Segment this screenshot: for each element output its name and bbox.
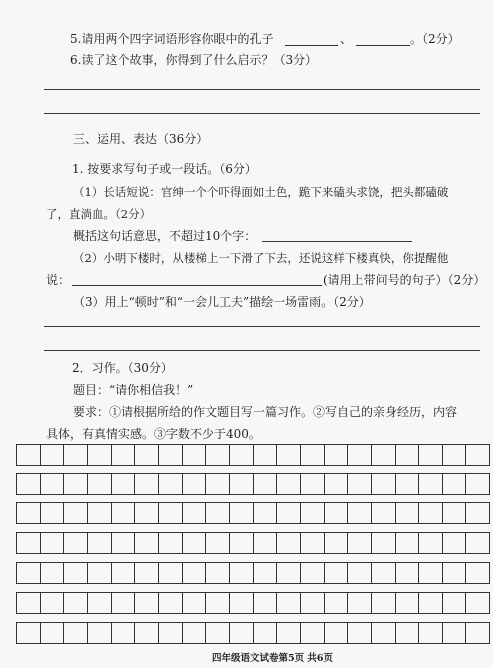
grid-cell[interactable] — [112, 474, 136, 494]
grid-cell[interactable] — [17, 474, 41, 494]
grid-cell[interactable] — [277, 623, 301, 643]
grid-cell[interactable] — [135, 593, 159, 613]
writing-grid-row[interactable] — [16, 592, 490, 614]
grid-cell[interactable] — [41, 474, 65, 494]
grid-cell[interactable] — [88, 445, 112, 465]
grid-cell[interactable] — [17, 623, 41, 643]
grid-cell[interactable] — [466, 503, 490, 523]
grid-cell[interactable] — [348, 445, 372, 465]
q5-blank-1[interactable] — [285, 45, 338, 46]
grid-cell[interactable] — [372, 474, 396, 494]
grid-cell[interactable] — [301, 474, 325, 494]
grid-cell[interactable] — [277, 533, 301, 553]
writing-grid-row[interactable] — [16, 473, 490, 495]
grid-cell[interactable] — [183, 623, 207, 643]
grid-cell[interactable] — [88, 533, 112, 553]
grid-cell[interactable] — [277, 503, 301, 523]
grid-cell[interactable] — [396, 593, 420, 613]
grid-cell[interactable] — [348, 593, 372, 613]
grid-cell[interactable] — [372, 623, 396, 643]
grid-cell[interactable] — [301, 623, 325, 643]
grid-cell[interactable] — [88, 503, 112, 523]
grid-cell[interactable] — [230, 623, 254, 643]
grid-cell[interactable] — [325, 623, 349, 643]
grid-cell[interactable] — [301, 593, 325, 613]
grid-cell[interactable] — [396, 503, 420, 523]
grid-cell[interactable] — [466, 445, 490, 465]
grid-cell[interactable] — [419, 563, 443, 583]
grid-cell[interactable] — [466, 623, 490, 643]
grid-cell[interactable] — [443, 445, 467, 465]
grid-cell[interactable] — [88, 623, 112, 643]
grid-cell[interactable] — [64, 474, 88, 494]
grid-cell[interactable] — [396, 623, 420, 643]
item3-answer-line-2[interactable] — [44, 350, 480, 351]
writing-grid-row[interactable] — [16, 562, 490, 584]
grid-cell[interactable] — [348, 474, 372, 494]
grid-cell[interactable] — [135, 533, 159, 553]
part2-title: 2．习作。（30分） — [72, 361, 173, 375]
q6-text: 6.读了这个故事，你得到了什么启示？（3分） — [70, 53, 318, 67]
grid-cell[interactable] — [466, 563, 490, 583]
grid-cell[interactable] — [183, 474, 207, 494]
q5-end: 。（2分） — [410, 32, 460, 46]
grid-cell[interactable] — [159, 445, 183, 465]
grid-cell[interactable] — [41, 445, 65, 465]
grid-cell[interactable] — [135, 503, 159, 523]
grid-cell[interactable] — [183, 445, 207, 465]
q5-blank-2[interactable] — [356, 45, 410, 46]
page-footer: 四年级语文试卷第5页 共6页 — [212, 653, 334, 664]
grid-cell[interactable] — [443, 533, 467, 553]
grid-cell[interactable] — [372, 533, 396, 553]
grid-cell[interactable] — [112, 593, 136, 613]
grid-cell[interactable] — [17, 445, 41, 465]
grid-cell[interactable] — [41, 533, 65, 553]
item1-line1: （1）长话短说：官绅一个个吓得面如土色，跪下来磕头求饶，把头都磕破 — [73, 185, 449, 199]
grid-cell[interactable] — [348, 503, 372, 523]
grid-cell[interactable] — [64, 593, 88, 613]
grid-cell[interactable] — [159, 563, 183, 583]
requirements-line1: 要求：①请根据所给的作文题目写一篇习作。②写自己的亲身经历，内容 — [73, 405, 458, 419]
grid-cell[interactable] — [112, 533, 136, 553]
grid-cell[interactable] — [64, 623, 88, 643]
q5-separator: 、 — [340, 32, 353, 46]
grid-cell[interactable] — [17, 533, 41, 553]
grid-cell[interactable] — [183, 563, 207, 583]
grid-cell[interactable] — [64, 563, 88, 583]
grid-cell[interactable] — [64, 503, 88, 523]
item2-line1: （2）小明下楼时，从楼梯上一下滑了下去，还说这样下楼真快，你提醒他 — [73, 251, 449, 265]
grid-cell[interactable] — [183, 593, 207, 613]
grid-cell[interactable] — [348, 623, 372, 643]
grid-cell[interactable] — [419, 445, 443, 465]
grid-cell[interactable] — [254, 593, 278, 613]
grid-cell[interactable] — [277, 474, 301, 494]
grid-cell[interactable] — [325, 533, 349, 553]
grid-cell[interactable] — [254, 503, 278, 523]
grid-cell[interactable] — [325, 445, 349, 465]
writing-grid-row[interactable] — [16, 502, 490, 524]
grid-cell[interactable] — [159, 503, 183, 523]
grid-cell[interactable] — [443, 503, 467, 523]
grid-cell[interactable] — [135, 474, 159, 494]
grid-cell[interactable] — [135, 563, 159, 583]
grid-cell[interactable] — [183, 503, 207, 523]
grid-cell[interactable] — [206, 474, 230, 494]
item2-prefix: 说： — [46, 273, 71, 287]
q5-text: 5.请用两个四字词语形容你眼中的孔子 — [70, 32, 274, 46]
grid-cell[interactable] — [301, 563, 325, 583]
grid-cell[interactable] — [348, 563, 372, 583]
grid-cell[interactable] — [230, 533, 254, 553]
writing-grid-row[interactable] — [16, 444, 490, 466]
grid-cell[interactable] — [325, 563, 349, 583]
grid-cell[interactable] — [88, 474, 112, 494]
grid-cell[interactable] — [112, 623, 136, 643]
grid-cell[interactable] — [372, 445, 396, 465]
q6-answer-line-1[interactable] — [44, 89, 480, 90]
grid-cell[interactable] — [254, 623, 278, 643]
grid-cell[interactable] — [17, 563, 41, 583]
composition-topic: 题目：“请你相信我！” — [73, 383, 194, 397]
grid-cell[interactable] — [183, 533, 207, 553]
grid-cell[interactable] — [372, 593, 396, 613]
grid-cell[interactable] — [17, 593, 41, 613]
grid-cell[interactable] — [443, 563, 467, 583]
grid-cell[interactable] — [112, 563, 136, 583]
grid-cell[interactable] — [325, 503, 349, 523]
grid-cell[interactable] — [17, 503, 41, 523]
grid-cell[interactable] — [206, 503, 230, 523]
grid-cell[interactable] — [159, 533, 183, 553]
grid-cell[interactable] — [64, 533, 88, 553]
grid-cell[interactable] — [254, 445, 278, 465]
grid-cell[interactable] — [443, 623, 467, 643]
item3-answer-line-1[interactable] — [44, 326, 480, 327]
grid-cell[interactable] — [159, 474, 183, 494]
grid-cell[interactable] — [41, 593, 65, 613]
grid-cell[interactable] — [254, 563, 278, 583]
grid-cell[interactable] — [41, 503, 65, 523]
grid-cell[interactable] — [396, 474, 420, 494]
grid-cell[interactable] — [301, 445, 325, 465]
item1-line2: 了，直淌血。（2分） — [46, 207, 152, 221]
q6-answer-line-2[interactable] — [44, 113, 480, 114]
grid-cell[interactable] — [230, 593, 254, 613]
item1-prompt: 概括这句话意思，不超过10个字： — [73, 229, 257, 243]
grid-cell[interactable] — [112, 503, 136, 523]
grid-cell[interactable] — [372, 563, 396, 583]
grid-cell[interactable] — [206, 445, 230, 465]
grid-cell[interactable] — [277, 563, 301, 583]
grid-cell[interactable] — [41, 563, 65, 583]
grid-cell[interactable] — [372, 503, 396, 523]
item2-answer-blank[interactable] — [72, 285, 322, 286]
grid-cell[interactable] — [396, 445, 420, 465]
grid-cell[interactable] — [112, 445, 136, 465]
grid-cell[interactable] — [348, 533, 372, 553]
grid-cell[interactable] — [88, 593, 112, 613]
grid-cell[interactable] — [396, 533, 420, 553]
grid-cell[interactable] — [325, 474, 349, 494]
grid-cell[interactable] — [419, 623, 443, 643]
part1-title: 1. 按要求写句子或一段话。（6分） — [72, 162, 257, 176]
grid-cell[interactable] — [41, 623, 65, 643]
grid-cell[interactable] — [206, 533, 230, 553]
grid-cell[interactable] — [301, 503, 325, 523]
writing-grid-row[interactable] — [16, 532, 490, 554]
grid-cell[interactable] — [419, 593, 443, 613]
grid-cell[interactable] — [301, 533, 325, 553]
item2-suffix: (请用上带问号的句子）（2分） — [323, 273, 486, 287]
grid-cell[interactable] — [277, 593, 301, 613]
grid-cell[interactable] — [64, 445, 88, 465]
grid-cell[interactable] — [466, 474, 490, 494]
grid-cell[interactable] — [277, 445, 301, 465]
grid-cell[interactable] — [254, 474, 278, 494]
grid-cell[interactable] — [230, 445, 254, 465]
grid-cell[interactable] — [230, 474, 254, 494]
item1-answer-blank[interactable] — [262, 241, 412, 242]
writing-grid-row[interactable] — [16, 622, 490, 644]
grid-cell[interactable] — [466, 533, 490, 553]
grid-cell[interactable] — [230, 563, 254, 583]
grid-cell[interactable] — [206, 593, 230, 613]
grid-cell[interactable] — [159, 623, 183, 643]
grid-cell[interactable] — [159, 593, 183, 613]
grid-cell[interactable] — [230, 503, 254, 523]
grid-cell[interactable] — [419, 474, 443, 494]
requirements-line2: 具体，有真情实感。③字数不少于400。 — [46, 427, 261, 441]
item3-text: （3）用上“顿时”和“一会儿工夫”描绘一场雷雨。（2分） — [73, 295, 371, 309]
grid-cell[interactable] — [135, 623, 159, 643]
grid-cell[interactable] — [254, 533, 278, 553]
grid-cell[interactable] — [443, 593, 467, 613]
grid-cell[interactable] — [206, 623, 230, 643]
grid-cell[interactable] — [325, 593, 349, 613]
grid-cell[interactable] — [396, 563, 420, 583]
grid-cell[interactable] — [135, 445, 159, 465]
grid-cell[interactable] — [206, 563, 230, 583]
grid-cell[interactable] — [466, 593, 490, 613]
grid-cell[interactable] — [443, 474, 467, 494]
grid-cell[interactable] — [419, 503, 443, 523]
section-title: 三、运用、表达（36分） — [73, 132, 209, 146]
grid-cell[interactable] — [88, 563, 112, 583]
grid-cell[interactable] — [419, 533, 443, 553]
